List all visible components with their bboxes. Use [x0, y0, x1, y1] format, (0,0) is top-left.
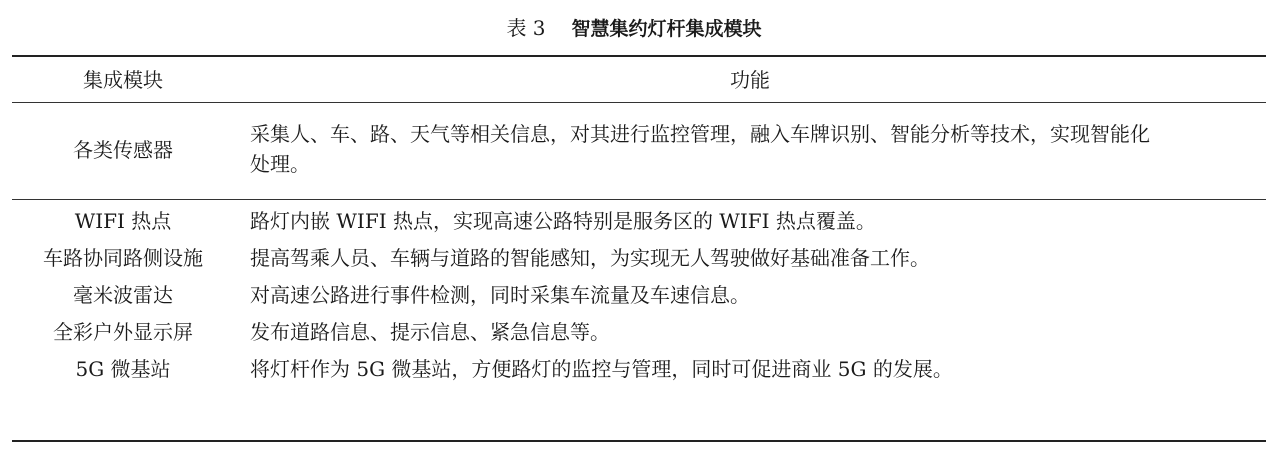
function-cell [234, 119, 1266, 179]
table-title: 智慧集约灯杆集成模块 [571, 18, 762, 40]
module-cell: 车路协同路侧设施 [43, 246, 203, 270]
function-cell: 将灯杆作为 5G 微基站，方便路灯的监控与管理，同时可促进商业 5G 的发展。 [250, 357, 953, 381]
table-row [12, 240, 1266, 277]
module-cell: 各类传感器 [73, 138, 173, 162]
function-line: 处理。 [250, 152, 310, 176]
function-cell: 对高速公路进行事件检测，同时采集车流量及车速信息。 [250, 283, 750, 307]
table-number: 表 3 [506, 16, 546, 40]
integration-module-table [12, 55, 1266, 442]
function-line: 采集人、车、路、天气等相关信息，对其进行监控管理，融入车牌识别、智能分析等技术，实现智能化 [250, 122, 1150, 146]
function-cell: 发布道路信息、提示信息、紧急信息等。 [250, 320, 610, 344]
table-row [12, 314, 1266, 351]
header-module: 集成模块 [83, 68, 163, 92]
header-function: 功能 [730, 68, 770, 92]
module-cell: WIFI 热点 [74, 209, 172, 233]
table-row [12, 277, 1266, 314]
table-header-row [12, 57, 1266, 103]
table-row [12, 203, 1266, 240]
table-row [12, 351, 1266, 388]
module-cell: 全彩户外显示屏 [53, 320, 193, 344]
function-cell: 提高驾乘人员、车辆与道路的智能感知，为实现无人驾驶做好基础准备工作。 [250, 246, 930, 270]
function-cell: 路灯内嵌 WIFI 热点，实现高速公路特别是服务区的 WIFI 热点覆盖。 [250, 209, 876, 233]
module-cell: 5G 微基站 [75, 357, 171, 381]
table-caption [0, 14, 1268, 43]
table-row [12, 103, 1266, 200]
module-cell: 毫米波雷达 [73, 283, 173, 307]
table-body-group [12, 200, 1266, 388]
